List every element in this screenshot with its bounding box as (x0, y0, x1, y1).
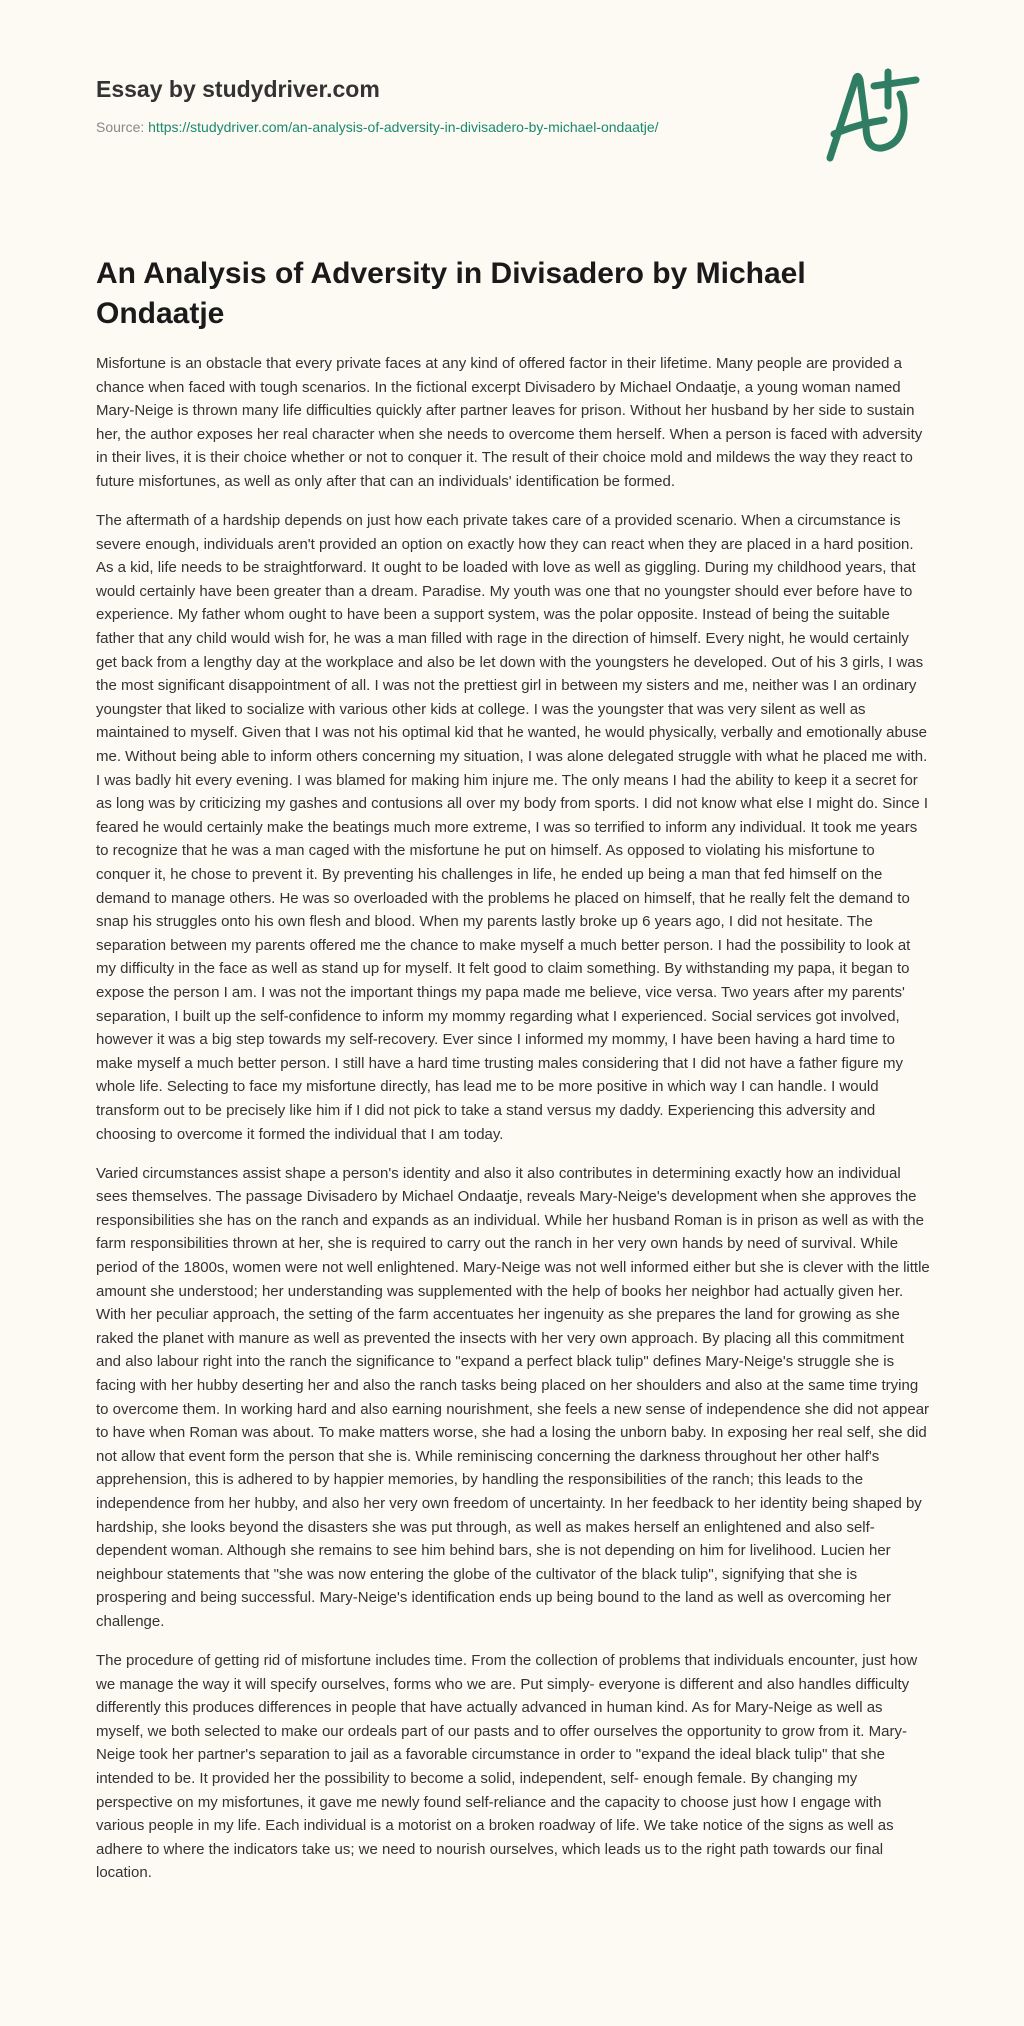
source-link[interactable]: https://studydriver.com/an-analysis-of-adversity-in-divisadero-by-michael-ondaatje/ (148, 119, 659, 135)
essay-paragraph: The procedure of getting rid of misfortune includes time. From the collection of problems that individuals encounter, just how we manage the way it will specify ourselves, forms who we are. Put simply- everyone is different and also handles difficulty differently this produces differences in people that have actually advanced in human kind. As for Mary-Neige as well as myself, we both selected to make our ordeals part of our pasts and to offer ourselves the opportunity to grow from it. Mary-Neige took her partner's separation to jail as a favorable circumstance in order to "expand the ideal black tulip" that she intended to be. It provided her the possibility to become a solid, independent, self- enough female. By changing my perspective on my misfortunes, it gave me newly found self-reliance and the capacity to choose just how I engage with various people in my life. Each individual is a motorist on a broken roadway of life. We take notice of the signs as well as adhere to where the indicators take us; we need to nourish ourselves, which leads us to the right path towards our final location. (96, 1651, 918, 1882)
essay-paragraph: Misfortune is an obstacle that every private faces at any kind of offered factor in their lifetime. Many people are provided a chance when faced with tough scenarios. In the fictional excerpt Divisadero by Michael Ondaatje, a young woman named Mary-Neige is thrown many life difficulties quickly after partner leaves for prison. Without her husband by her side to sustain her, the author exposes her real character when she needs to overcome them herself. When a person is faced with adversity in their lives, it is their choice whether or not to conquer it. The result of their choice mold and mildews the way they react to future misfortunes, as well as only after that can an individuals' identification be formed. (96, 355, 923, 490)
site-title: Essay by studydriver.com (96, 76, 380, 102)
source-label: Source: (96, 119, 149, 135)
page-header (96, 74, 856, 136)
source-line (96, 118, 856, 136)
essay-paragraph: The aftermath of a hardship depends on just how each private takes care of a provided scenario. When a circumstance is severe enough, individuals aren't provided an option on exactly how they can react when they are placed in a hard position. As a kid, life needs to be straightforward. It ought to be loaded with love as well as giggling. During my childhood years, that would certainly have been greater than a dream. Paradise. My youth was one that no youngster should ever before have to experience. My father whom ought to have been a support system, was the polar opposite. Instead of being the suitable father that any child would wish for, he was a man filled with rage in the direction of himself. Every night, he would certainly get back from a lengthy day at the workplace and also be let down with the youngsters he developed. Out of his 3 girls, I was the most significant disappointment of all. I was not the prettiest girl in between my sisters and me, neither was I an ordinary youngster that liked to socialize with various other kids at college. I was the youngster that was very silent as well as maintained to myself. Given that I was not his optimal kid that he wanted, he would physically, verbally and emotionally abuse me. Without being able to inform others concerning my situation, I was alone delegated struggle with what he placed me with. I was badly hit every evening. I was blamed for making him injure me. The only means I had the ability to keep it a secret for as long was by criticizing my gashes and contusions all over my body from sports. I did not know what else I might do. Since I feared he would certainly make the beatings much more extreme, I was so terrified to inform any individual. It took me years to recognize that he was a man caged with the misfortune he put on himself. As opposed to violating his misfortune to conquer it, he chose to prevent it. By preventing his challenges in life, he ended up being a man that fed himself on the demand to manage others. He was so overloaded with the problems he placed on himself, that he really felt the demand to snap his struggles onto his own flesh and blood. When my parents lastly broke up 6 years ago, I did not hesitate. The separation between my parents offered me the chance to make myself a much better person. I had the possibility to look at my difficulty in the face as well as stand up for myself. It felt good to claim something. By withstanding my papa, it began to expose the person I am. I was not the important things my papa made me believe, vice versa. Two years after my parents' separation, I built up the self-confidence to inform my mommy regarding what I experienced. Social services got involved, however it was a big step towards my self-recovery. Ever since I informed my mommy, I have been having a hard time to make myself a much better person. I still have a hard time trusting males considering that I did not have a father figure my whole life. Selecting to face my misfortune directly, has lead me to be more positive in which way I can handle. I would transform out to be precisely like him if I did not pick to take a stand versus my daddy. Experiencing this adversity and choosing to overcome it formed the individual that I am today. (96, 512, 929, 1143)
a-plus-grade-icon (822, 64, 926, 168)
essay-article (96, 254, 932, 1900)
essay-paragraph: Varied circumstances assist shape a person's identity and also it also contributes in determining exactly how an individual sees themselves. The passage Divisadero by Michael Ondaatje, reveals Mary-Neige's development when she approves the responsibilities she has on the ranch and expands as an individual. While her husband Roman is in prison as well as with the farm responsibilities thrown at her, she is required to carry out the ranch in her very own hands by need of survival. While period of the 1800s, women were not well enlightened. Mary-Neige was not well informed either but she is clever with the little amount she understood; her understanding was supplemented with the help of books her neighbor had actually given her. With her peculiar approach, the setting of the farm accentuates her ingenuity as she prepares the land for growing as she raked the planet with manure as well as prevented the insects with her very own approach. By placing all this commitment and also labour right into the ranch the significance to "expand a perfect black tulip" defines Mary-Neige's struggle she is facing with her hubby deserting her and also the ranch tasks being placed on her shoulders and also at the same time trying to overcome them. In working hard and also earning nourishment, she feels a new sense of independence she did not appear to have when Roman was about. To make matters worse, she had a losing the unborn baby. In exposing her real self, she did not allow that event form the person that she is. While reminiscing concerning the darkness throughout her other half's apprehension, this is adhered to by happier memories, by handling the responsibilities of the ranch; this leads to the independence from her hubby, and also her very own freedom of uncertainty. In her feedback to her identity being shaped by hardship, she looks beyond the disasters she was put through, as well as makes herself an enlightened and also self-dependent woman. Although she remains to see him behind bars, she is not depending on him for livelihood. Lucien her neighbour statements that "she was now entering the globe of the cultivator of the black tulip", signifying that she is prospering and being successful. Mary-Neige's identification ends up being bound to the land as well as overcoming her challenge. (96, 1164, 930, 1630)
essay-title: An Analysis of Adversity in Divisadero by Michael Ondaatje (96, 257, 806, 330)
